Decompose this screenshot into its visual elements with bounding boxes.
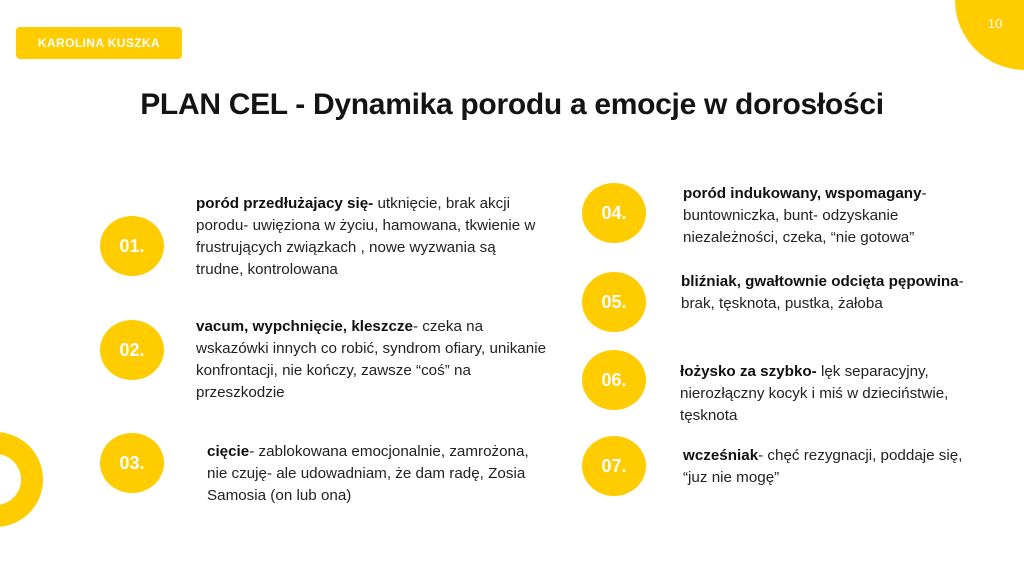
item-number-badge: 05. [582, 272, 646, 332]
item-description [683, 183, 975, 249]
item-number-badge: 07. [582, 436, 646, 496]
item-detail: utknięcie, brak akcji porodu- uwięziona w życiu, hamowana, tkwienie w frustrujących związkach , nowe wyzwania są trudne, kontrolowana [196, 195, 536, 278]
item-term: poród przedłużajacy się- [196, 195, 374, 212]
corner-decoration-circle [955, 0, 1024, 70]
item-description [683, 445, 973, 489]
item-description [681, 271, 971, 315]
item-description [196, 193, 546, 281]
item-number-badge: 03. [100, 433, 164, 493]
item-number-badge: 02. [100, 320, 164, 380]
item-detail: - chęć rezygnacji, poddaje się, “juz nie mogę” [683, 447, 963, 486]
item-term: bliźniak, gwałtownie odcięta pępowina [681, 273, 959, 290]
item-term: wcześniak [683, 447, 759, 464]
item-number-badge: 04. [582, 183, 646, 243]
item-detail: - zablokowana emocjonalnie, zamrożona, nie czuję- ale udowadniam, że dam radę, Zosia Samosia (on lub ona) [207, 443, 529, 504]
item-term: poród indukowany, wspomagany [683, 185, 922, 202]
item-description [207, 441, 552, 507]
item-number-badge: 01. [100, 216, 164, 276]
item-detail: - czeka na wskazówki innych co robić, syndrom ofiary, unikanie konfrontacji, nie kończy, zawsze “coś” na przeszkodzie [196, 318, 547, 401]
item-detail: lęk separacyjny, nierozłączny kocyk i miś w dzieciństwie, tęsknota [680, 363, 949, 424]
author-badge: KAROLINA KUSZKA [16, 27, 182, 59]
item-description [196, 316, 552, 404]
item-term: vacum, wypchnięcie, kleszcze [196, 318, 413, 335]
item-detail: - brak, tęsknota, pustka, żałoba [681, 273, 964, 312]
item-term: cięcie [207, 443, 250, 460]
slide-title: PLAN CEL - Dynamika porodu a emocje w dorosłości [140, 88, 884, 121]
page-number: 10 [987, 16, 1003, 31]
ring-decoration [0, 432, 43, 527]
item-number-badge: 06. [582, 350, 646, 410]
item-detail: - buntowniczka, bunt- odzyskanie niezależności, czeka, “nie gotowa” [683, 185, 927, 246]
item-term: łożysko za szybko- [680, 363, 817, 380]
item-description [680, 361, 970, 427]
